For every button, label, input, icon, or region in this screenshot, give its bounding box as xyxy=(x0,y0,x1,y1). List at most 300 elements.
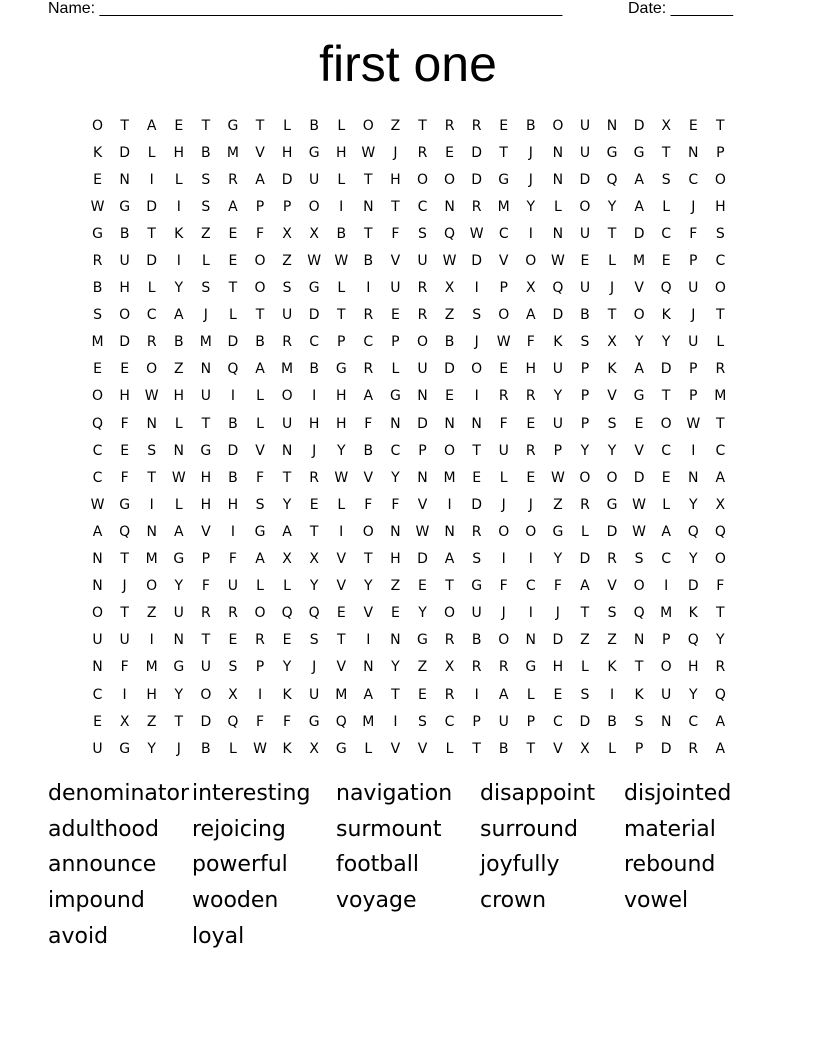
grid-letter[interactable]: L xyxy=(716,334,725,351)
grid-letter[interactable]: H xyxy=(335,388,347,405)
grid-letter[interactable]: G xyxy=(633,144,645,161)
grid-letter[interactable]: J xyxy=(528,496,533,513)
grid-letter[interactable]: X xyxy=(282,225,292,242)
grid-letter[interactable]: C xyxy=(688,171,699,188)
grid-letter[interactable]: H xyxy=(335,144,347,161)
grid-letter[interactable]: U xyxy=(552,361,563,378)
grid-letter[interactable]: U xyxy=(309,171,320,188)
grid-letter[interactable]: Y xyxy=(688,496,698,513)
grid-letter[interactable]: I xyxy=(230,523,235,540)
grid-letter[interactable]: R xyxy=(282,334,292,351)
grid-letter[interactable]: Y xyxy=(634,334,644,351)
grid-letter[interactable]: N xyxy=(92,659,103,676)
grid-letter[interactable]: D xyxy=(471,496,483,513)
grid-letter[interactable]: O xyxy=(92,605,104,622)
grid-letter[interactable]: A xyxy=(526,307,536,324)
grid-letter[interactable]: E xyxy=(282,632,292,649)
grid-letter[interactable]: U xyxy=(417,361,428,378)
grid-letter[interactable]: N xyxy=(363,198,374,215)
grid-letter[interactable]: T xyxy=(364,171,373,188)
grid-letter[interactable]: F xyxy=(391,225,400,242)
grid-letter[interactable]: S xyxy=(255,496,265,513)
grid-letter[interactable]: D xyxy=(660,740,672,757)
grid-letter[interactable]: K xyxy=(282,740,292,757)
grid-letter[interactable]: W xyxy=(632,523,647,540)
grid-letter[interactable]: C xyxy=(92,442,103,459)
grid-letter[interactable]: Q xyxy=(687,523,699,540)
grid-letter[interactable]: U xyxy=(579,144,591,161)
grid-letter[interactable]: X xyxy=(525,280,536,297)
grid-letter[interactable]: D xyxy=(227,334,239,351)
grid-letter[interactable]: X xyxy=(309,740,319,757)
grid-letter[interactable]: G xyxy=(471,578,483,595)
grid-letter[interactable]: C xyxy=(715,253,726,270)
grid-letter[interactable]: D xyxy=(308,307,320,324)
grid-letter[interactable]: U xyxy=(579,280,591,297)
grid-letter[interactable]: L xyxy=(337,171,346,188)
grid-letter[interactable]: E xyxy=(526,415,536,432)
grid-letter[interactable]: V xyxy=(634,442,644,459)
grid-letter[interactable]: R xyxy=(688,740,699,757)
grid-letter[interactable]: D xyxy=(579,171,591,188)
grid-letter[interactable]: A xyxy=(634,198,644,215)
grid-letter[interactable]: C xyxy=(92,686,103,703)
grid-letter[interactable]: L xyxy=(174,415,183,432)
grid-letter[interactable]: N xyxy=(119,171,130,188)
grid-letter[interactable]: Y xyxy=(688,551,698,568)
grid-letter[interactable]: K xyxy=(634,686,644,703)
grid-letter[interactable]: Z xyxy=(553,496,563,513)
grid-letter[interactable]: A xyxy=(444,551,455,568)
grid-letter[interactable]: U xyxy=(92,632,103,649)
grid-letter[interactable]: S xyxy=(634,713,644,730)
grid-letter[interactable]: N xyxy=(92,551,103,568)
grid-letter[interactable]: G xyxy=(308,144,320,161)
grid-letter[interactable]: D xyxy=(146,253,158,270)
grid-letter[interactable]: M xyxy=(633,253,646,270)
grid-letter[interactable]: L xyxy=(229,307,237,324)
grid-letter[interactable]: P xyxy=(255,659,265,676)
grid-letter[interactable]: P xyxy=(689,388,698,405)
grid-letter[interactable]: X xyxy=(309,551,319,568)
grid-letter[interactable]: P xyxy=(634,740,644,757)
grid-letter[interactable]: A xyxy=(580,578,590,595)
grid-letter[interactable]: R xyxy=(92,253,103,270)
grid-letter[interactable]: S xyxy=(282,280,292,297)
grid-letter[interactable]: Y xyxy=(364,578,373,595)
grid-letter[interactable]: Q xyxy=(714,523,726,540)
grid-letter[interactable]: F xyxy=(499,415,508,432)
grid-letter[interactable]: R xyxy=(255,632,265,649)
grid-letter[interactable]: A xyxy=(92,523,103,540)
grid-letter[interactable]: W xyxy=(632,496,647,513)
grid-letter[interactable]: S xyxy=(147,442,157,459)
grid-letter[interactable]: E xyxy=(93,361,102,378)
grid-letter[interactable]: R xyxy=(715,659,726,676)
grid-letter[interactable]: E xyxy=(336,605,346,622)
grid-letter[interactable]: L xyxy=(174,171,183,188)
grid-letter[interactable]: E xyxy=(661,253,671,270)
grid-letter[interactable]: O xyxy=(498,307,510,324)
grid-letter[interactable]: L xyxy=(662,198,671,215)
grid-letter[interactable]: I xyxy=(474,388,479,405)
date-field-label[interactable]: Date: _______ xyxy=(628,0,733,17)
grid-letter[interactable]: H xyxy=(146,686,157,703)
grid-letter[interactable]: W xyxy=(469,225,484,242)
grid-letter[interactable]: S xyxy=(472,307,482,324)
grid-letter[interactable]: T xyxy=(120,551,129,568)
grid-letter[interactable]: D xyxy=(471,171,483,188)
grid-letter[interactable]: P xyxy=(255,198,265,215)
grid-letter[interactable]: T xyxy=(634,659,644,676)
grid-letter[interactable]: D xyxy=(200,713,212,730)
grid-letter[interactable]: I xyxy=(501,551,506,568)
grid-letter[interactable]: H xyxy=(281,144,293,161)
grid-letter[interactable]: A xyxy=(173,307,184,324)
grid-letter[interactable]: I xyxy=(528,225,533,242)
grid-letter[interactable]: N xyxy=(552,144,564,161)
name-field-label[interactable]: Name: ____________________________________________________ xyxy=(48,0,563,17)
grid-letter[interactable]: A xyxy=(715,740,726,757)
grid-letter[interactable]: B xyxy=(173,334,184,351)
grid-letter[interactable]: B xyxy=(255,334,265,351)
grid-letter[interactable]: M xyxy=(145,551,158,568)
grid-letter[interactable]: R xyxy=(200,605,211,622)
grid-letter[interactable]: O xyxy=(308,198,320,215)
grid-letter[interactable]: M xyxy=(145,659,158,676)
grid-letter[interactable]: B xyxy=(471,632,482,649)
grid-letter[interactable]: P xyxy=(418,442,427,459)
grid-letter[interactable]: O xyxy=(714,171,726,188)
grid-letter[interactable]: T xyxy=(282,469,292,486)
grid-letter[interactable]: E xyxy=(688,117,698,134)
grid-letter[interactable]: T xyxy=(147,225,156,242)
grid-letter[interactable]: P xyxy=(661,632,671,649)
grid-letter[interactable]: U xyxy=(227,578,239,595)
grid-letter[interactable]: G xyxy=(633,388,645,405)
grid-letter[interactable]: T xyxy=(336,307,346,324)
grid-letter[interactable]: F xyxy=(716,578,725,595)
grid-letter[interactable]: T xyxy=(255,307,265,324)
grid-letter[interactable]: N xyxy=(552,225,564,242)
grid-letter[interactable]: R xyxy=(444,686,455,703)
grid-letter[interactable]: D xyxy=(579,551,591,568)
grid-letter[interactable]: E xyxy=(472,469,482,486)
grid-letter[interactable]: Q xyxy=(552,280,564,297)
grid-letter[interactable]: S xyxy=(634,551,644,568)
grid-letter[interactable]: B xyxy=(498,740,509,757)
grid-letter[interactable]: O xyxy=(714,551,726,568)
grid-letter[interactable]: U xyxy=(200,388,211,405)
grid-letter[interactable]: O xyxy=(660,659,672,676)
grid-letter[interactable]: W xyxy=(253,740,267,757)
grid-letter[interactable]: R xyxy=(444,117,455,134)
grid-letter[interactable]: Q xyxy=(714,686,726,703)
grid-letter[interactable]: B xyxy=(92,280,103,297)
grid-letter[interactable]: T xyxy=(120,117,129,134)
grid-letter[interactable]: D xyxy=(119,144,130,161)
grid-letter[interactable]: A xyxy=(173,523,184,540)
grid-letter[interactable]: E xyxy=(499,117,509,134)
grid-letter[interactable]: D xyxy=(633,117,645,134)
grid-letter[interactable]: Z xyxy=(201,225,211,242)
grid-letter[interactable]: Y xyxy=(553,388,563,405)
grid-letter[interactable]: D xyxy=(119,334,130,351)
grid-letter[interactable]: R xyxy=(309,469,320,486)
grid-letter[interactable]: Q xyxy=(633,605,645,622)
grid-letter[interactable]: P xyxy=(526,713,536,730)
grid-letter[interactable]: P xyxy=(580,361,590,378)
grid-letter[interactable]: S xyxy=(93,307,102,324)
grid-letter[interactable]: V xyxy=(607,578,617,595)
grid-letter[interactable]: J xyxy=(176,740,181,757)
grid-letter[interactable]: E xyxy=(634,415,644,432)
grid-letter[interactable]: G xyxy=(173,551,185,568)
grid-letter[interactable]: M xyxy=(91,334,104,351)
grid-letter[interactable]: P xyxy=(499,280,508,297)
grid-letter[interactable]: G xyxy=(308,280,320,297)
grid-letter[interactable]: U xyxy=(119,632,130,649)
grid-letter[interactable]: H xyxy=(335,415,347,432)
grid-letter[interactable]: Y xyxy=(391,659,400,676)
grid-letter[interactable]: Z xyxy=(580,632,590,649)
grid-letter[interactable]: I xyxy=(366,280,371,297)
grid-letter[interactable]: D xyxy=(606,523,618,540)
grid-letter[interactable]: T xyxy=(364,225,373,242)
grid-letter[interactable]: F xyxy=(689,225,698,242)
grid-letter[interactable]: U xyxy=(471,605,482,622)
grid-letter[interactable]: F xyxy=(255,225,265,242)
grid-letter[interactable]: L xyxy=(581,659,589,676)
grid-letter[interactable]: A xyxy=(661,523,671,540)
grid-letter[interactable]: X xyxy=(444,659,455,676)
grid-letter[interactable]: V xyxy=(363,469,374,486)
grid-letter[interactable]: D xyxy=(471,144,483,161)
grid-letter[interactable]: E xyxy=(526,469,536,486)
grid-letter[interactable]: Y xyxy=(174,578,184,595)
grid-letter[interactable]: G xyxy=(308,713,320,730)
grid-letter[interactable]: C xyxy=(661,442,672,459)
grid-letter[interactable]: A xyxy=(146,117,157,134)
grid-letter[interactable]: L xyxy=(229,740,237,757)
grid-letter[interactable]: W xyxy=(171,469,186,486)
grid-letter[interactable]: T xyxy=(120,605,129,622)
grid-letter[interactable]: N xyxy=(200,361,212,378)
grid-letter[interactable]: U xyxy=(119,253,130,270)
grid-letter[interactable]: H xyxy=(119,280,130,297)
grid-letter[interactable]: Y xyxy=(716,632,725,649)
grid-letter[interactable]: R xyxy=(146,334,157,351)
grid-letter[interactable]: O xyxy=(660,415,672,432)
grid-letter[interactable]: E xyxy=(228,225,238,242)
grid-letter[interactable]: G xyxy=(200,442,212,459)
grid-letter[interactable]: I xyxy=(528,605,533,622)
grid-letter[interactable]: N xyxy=(417,388,428,405)
grid-letter[interactable]: V xyxy=(336,578,347,595)
grid-letter[interactable]: V xyxy=(363,605,374,622)
grid-letter[interactable]: E xyxy=(93,713,102,730)
grid-letter[interactable]: T xyxy=(607,307,617,324)
grid-letter[interactable]: Z xyxy=(607,632,617,649)
grid-letter[interactable]: K xyxy=(661,307,671,324)
grid-letter[interactable]: L xyxy=(174,496,183,513)
grid-letter[interactable]: P xyxy=(282,198,292,215)
grid-letter[interactable]: B xyxy=(309,361,319,378)
grid-letter[interactable]: J xyxy=(122,578,127,595)
grid-letter[interactable]: W xyxy=(307,253,322,270)
grid-letter[interactable]: I xyxy=(609,686,615,703)
grid-letter[interactable]: N xyxy=(444,198,455,215)
grid-letter[interactable]: E xyxy=(120,442,130,459)
grid-letter[interactable]: N xyxy=(444,415,455,432)
grid-letter[interactable]: O xyxy=(525,253,537,270)
grid-letter[interactable]: C xyxy=(552,713,563,730)
grid-letter[interactable]: R xyxy=(228,171,238,188)
grid-letter[interactable]: K xyxy=(553,334,563,351)
grid-letter[interactable]: V xyxy=(201,523,211,540)
grid-letter[interactable]: T xyxy=(364,551,373,568)
grid-letter[interactable]: J xyxy=(555,605,560,622)
grid-letter[interactable]: L xyxy=(581,523,589,540)
grid-letter[interactable]: R xyxy=(525,442,536,459)
grid-letter[interactable]: I xyxy=(122,686,127,703)
grid-letter[interactable]: R xyxy=(417,307,428,324)
grid-letter[interactable]: B xyxy=(228,415,238,432)
grid-letter[interactable]: A xyxy=(634,171,644,188)
grid-letter[interactable]: G xyxy=(525,659,537,676)
grid-letter[interactable]: S xyxy=(715,225,725,242)
grid-letter[interactable]: N xyxy=(146,415,157,432)
grid-letter[interactable]: T xyxy=(255,117,265,134)
grid-letter[interactable]: L xyxy=(608,740,616,757)
grid-letter[interactable]: H xyxy=(173,144,185,161)
grid-letter[interactable]: R xyxy=(228,605,238,622)
grid-letter[interactable]: O xyxy=(119,307,131,324)
grid-letter[interactable]: S xyxy=(201,171,211,188)
grid-letter[interactable]: O xyxy=(254,605,266,622)
grid-letter[interactable]: N xyxy=(552,171,564,188)
grid-letter[interactable]: O xyxy=(471,361,483,378)
grid-letter[interactable]: I xyxy=(447,496,452,513)
grid-letter[interactable]: U xyxy=(579,225,591,242)
grid-letter[interactable]: R xyxy=(444,632,455,649)
grid-letter[interactable]: T xyxy=(716,605,725,622)
grid-letter[interactable]: C xyxy=(444,713,455,730)
grid-letter[interactable]: G xyxy=(119,496,131,513)
grid-letter[interactable]: P xyxy=(689,253,698,270)
grid-letter[interactable]: L xyxy=(256,388,264,405)
grid-letter[interactable]: O xyxy=(416,171,428,188)
grid-letter[interactable]: W xyxy=(90,496,105,513)
grid-letter[interactable]: W xyxy=(550,469,565,486)
grid-letter[interactable]: P xyxy=(472,713,481,730)
grid-letter[interactable]: Q xyxy=(606,171,618,188)
grid-letter[interactable]: J xyxy=(691,198,696,215)
grid-letter[interactable]: U xyxy=(281,307,293,324)
grid-letter[interactable]: C xyxy=(309,334,320,351)
grid-letter[interactable]: A xyxy=(634,361,644,378)
grid-letter[interactable]: C xyxy=(92,469,103,486)
grid-letter[interactable]: T xyxy=(309,523,319,540)
grid-letter[interactable]: C xyxy=(688,713,699,730)
grid-letter[interactable]: I xyxy=(176,198,181,215)
grid-letter[interactable]: X xyxy=(228,686,238,703)
grid-letter[interactable]: R xyxy=(525,388,536,405)
grid-letter[interactable]: Z xyxy=(390,578,401,595)
grid-letter[interactable]: I xyxy=(339,523,344,540)
grid-letter[interactable]: H xyxy=(200,496,212,513)
grid-letter[interactable]: T xyxy=(201,632,211,649)
grid-letter[interactable]: F xyxy=(364,496,373,513)
grid-letter[interactable]: I xyxy=(474,280,479,297)
grid-letter[interactable]: K xyxy=(607,659,617,676)
grid-letter[interactable]: P xyxy=(201,551,211,568)
grid-letter[interactable]: T xyxy=(201,415,211,432)
grid-letter[interactable]: T xyxy=(716,117,725,134)
grid-letter[interactable]: D xyxy=(579,713,591,730)
grid-letter[interactable]: R xyxy=(471,117,482,134)
grid-letter[interactable]: R xyxy=(498,388,509,405)
grid-letter[interactable]: O xyxy=(525,523,537,540)
grid-letter[interactable]: O xyxy=(633,307,645,324)
grid-letter[interactable]: O xyxy=(92,388,104,405)
grid-letter[interactable]: N xyxy=(173,442,185,459)
grid-letter[interactable]: U xyxy=(417,253,428,270)
grid-letter[interactable]: B xyxy=(363,253,374,270)
grid-letter[interactable]: B xyxy=(228,469,238,486)
grid-letter[interactable]: L xyxy=(337,117,346,134)
grid-letter[interactable]: D xyxy=(146,198,158,215)
grid-letter[interactable]: V xyxy=(417,496,428,513)
grid-letter[interactable]: G xyxy=(335,361,347,378)
grid-letter[interactable]: L xyxy=(283,578,291,595)
grid-letter[interactable]: D xyxy=(281,171,293,188)
grid-letter[interactable]: T xyxy=(147,469,156,486)
grid-letter[interactable]: Y xyxy=(553,551,563,568)
grid-letter[interactable]: B xyxy=(201,144,211,161)
grid-letter[interactable]: S xyxy=(418,713,427,730)
grid-letter[interactable]: V xyxy=(498,253,509,270)
grid-letter[interactable]: I xyxy=(176,253,181,270)
grid-letter[interactable]: N xyxy=(660,713,672,730)
grid-letter[interactable]: Y xyxy=(282,659,292,676)
grid-letter[interactable]: T xyxy=(472,442,481,459)
grid-letter[interactable]: R xyxy=(715,361,726,378)
grid-letter[interactable]: R xyxy=(363,307,374,324)
grid-letter[interactable]: X xyxy=(444,280,455,297)
grid-letter[interactable]: T xyxy=(418,117,427,134)
grid-letter[interactable]: P xyxy=(580,415,590,432)
grid-letter[interactable]: E xyxy=(120,361,130,378)
grid-letter[interactable]: Y xyxy=(309,578,319,595)
grid-letter[interactable]: U xyxy=(498,442,509,459)
grid-letter[interactable]: O xyxy=(92,117,104,134)
grid-letter[interactable]: T xyxy=(445,578,454,595)
grid-letter[interactable]: G xyxy=(119,740,131,757)
grid-letter[interactable]: L xyxy=(147,144,156,161)
grid-letter[interactable]: R xyxy=(498,659,509,676)
grid-letter[interactable]: E xyxy=(390,307,400,324)
grid-letter[interactable]: J xyxy=(312,659,317,676)
grid-letter[interactable]: B xyxy=(525,117,536,134)
grid-letter[interactable]: D xyxy=(633,225,645,242)
grid-letter[interactable]: V xyxy=(553,740,563,757)
grid-letter[interactable]: W xyxy=(334,253,349,270)
grid-letter[interactable]: F xyxy=(255,713,265,730)
grid-letter[interactable]: R xyxy=(607,551,617,568)
grid-letter[interactable]: Y xyxy=(607,198,617,215)
grid-letter[interactable]: S xyxy=(309,632,319,649)
